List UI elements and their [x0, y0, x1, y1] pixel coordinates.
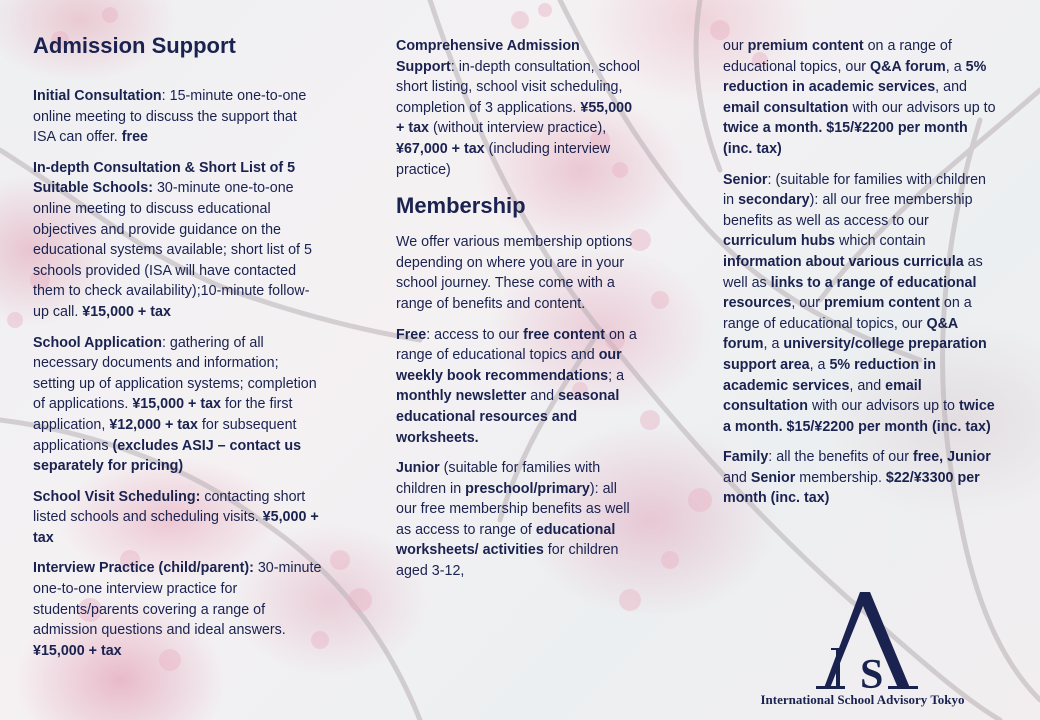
- in-depth-consultation-item: In-depth Consultation & Short List of 5 Suitable Schools: 30-minute one-to-one online meeting to discuss educational objectives and provide guidance on the educational systems available; short list of 5 schools provided (ISA will have contacted them to check availability);10-minute follow-up call. ¥15,000 + tax: [33, 159, 312, 320]
- comprehensive-admission-support-item: Comprehensive Admission Support: in-depth consultation, school short listing, school visit scheduling, completion of 3 applications. ¥55,000 + tax (without interview practice), ¥67,000 + tax (including interview practice): [396, 38, 640, 178]
- school-application-item: School Application: gathering of all necessary documents and information; setting up of application systems; completion of applications. ¥15,000 + tax for the first application, ¥12,000 + tax for subsequent applications (excludes ASIJ – contact us separately for pricing): [33, 334, 317, 475]
- family-membership-item: Family: all the benefits of our free, Junior and Senior membership. $22/¥3300 per month (inc. tax): [723, 449, 991, 507]
- admission-support-heading: Admission Support: [33, 33, 236, 58]
- isa-logo: [760, 588, 965, 710]
- membership-heading: Membership: [396, 193, 526, 219]
- svg-text:S: S: [860, 652, 884, 692]
- junior-membership-continued: our premium content on a range of educational topics, our Q&A forum, a 5% reduction in academic services, and email consultation with our advisors up to twice a month. $15/¥2200 per month (inc. tax): [723, 38, 996, 157]
- interview-practice-item: Interview Practice (child/parent): 30-minute one-to-one interview practice for students/parents covering a range of admission questions and ideal answers. ¥15,000 + tax: [33, 560, 322, 659]
- initial-consultation-item: Initial Consultation: 15-minute one-to-one online meeting to discuss the support that ISA can offer. free: [33, 88, 307, 146]
- school-visit-scheduling-item: School Visit Scheduling: contacting short listed schools and scheduling visits. ¥5,000 + tax: [33, 488, 319, 546]
- membership-intro: We offer various membership options depending on where you are in your school journey. These come with a range of benefits and content.: [396, 234, 633, 312]
- membership-column: [396, 36, 641, 592]
- free-membership-item: Free: access to our free content on a range of educational topics and our weekly book recommendations; a monthly newsletter and seasonal educational resources and worksheets.: [396, 326, 637, 446]
- senior-membership-item: Senior: (suitable for families with children in secondary): all our free membership benefits as well as access to our curriculum hubs which contain information about various curricula as well as links to a range of educational resources, our premium content on a range of educational topics, our Q&A forum, a university/college preparation support area, a 5% reduction in academic services, and email consultation with our advisors up to twice a month. $15/¥2200 per month (inc. tax): [723, 171, 995, 435]
- isa-logo-mark: [760, 588, 965, 692]
- isa-logo-text: International School Advisory Tokyo: [760, 692, 965, 707]
- membership-continued-column: [723, 36, 998, 519]
- admission-support-column: [33, 32, 323, 671]
- junior-membership-item: Junior (suitable for families with children in preschool/primary): all our free membership benefits as well as access to range of educational worksheets/ activities for children aged 3-12,: [396, 460, 630, 580]
